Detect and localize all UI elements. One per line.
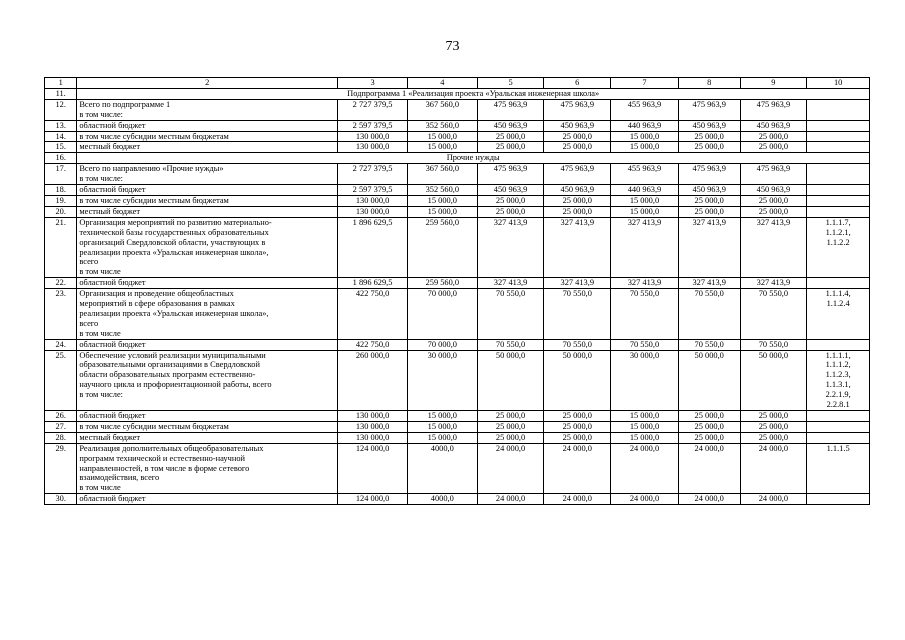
row-number: 15.	[45, 142, 77, 153]
amount-cell: 327 413,9	[477, 278, 544, 289]
amount-cell: 15 000,0	[407, 131, 477, 142]
amount-cell: 455 963,9	[611, 164, 679, 185]
row-description: Реализация дополнительных общеобразовательных программ технической и естественно-научной направленностей, в том числе в форме сетевого взаимодействия, всего в том числе	[77, 443, 338, 494]
amount-cell: 450 963,9	[544, 185, 611, 196]
row-number: 21.	[45, 217, 77, 277]
amount-cell: 2 727 379,5	[338, 164, 408, 185]
table-row	[45, 131, 870, 142]
row-description: областной бюджет	[77, 339, 338, 350]
table-row	[45, 195, 870, 206]
amount-cell: 260 000,0	[338, 350, 408, 410]
target-indicator-cell	[807, 142, 870, 153]
amount-cell: 70 550,0	[611, 339, 679, 350]
amount-cell: 70 550,0	[477, 339, 544, 350]
amount-cell: 25 000,0	[678, 195, 740, 206]
amount-cell: 1 896 629,5	[338, 217, 408, 277]
amount-cell: 70 550,0	[740, 339, 807, 350]
amount-cell: 25 000,0	[740, 142, 807, 153]
amount-cell: 327 413,9	[611, 217, 679, 277]
amount-cell: 70 550,0	[544, 339, 611, 350]
amount-cell: 25 000,0	[477, 195, 544, 206]
amount-cell: 327 413,9	[740, 217, 807, 277]
table-row	[45, 339, 870, 350]
row-description: областной бюджет	[77, 494, 338, 505]
table-row	[45, 278, 870, 289]
target-indicator-cell	[807, 206, 870, 217]
amount-cell: 475 963,9	[477, 99, 544, 120]
amount-cell: 15 000,0	[611, 195, 679, 206]
amount-cell: 130 000,0	[338, 195, 408, 206]
amount-cell: 25 000,0	[477, 432, 544, 443]
amount-cell: 70 000,0	[407, 289, 477, 340]
amount-cell: 25 000,0	[678, 131, 740, 142]
row-number: 28.	[45, 432, 77, 443]
amount-cell: 4000,0	[407, 443, 477, 494]
amount-cell: 15 000,0	[611, 432, 679, 443]
row-description: областной бюджет	[77, 411, 338, 422]
row-number: 13.	[45, 120, 77, 131]
amount-cell: 327 413,9	[477, 217, 544, 277]
amount-cell: 25 000,0	[740, 432, 807, 443]
amount-cell: 25 000,0	[740, 411, 807, 422]
amount-cell: 70 550,0	[477, 289, 544, 340]
amount-cell: 24 000,0	[678, 494, 740, 505]
table-row	[45, 443, 870, 494]
amount-cell: 25 000,0	[678, 432, 740, 443]
column-number: 6	[544, 78, 611, 89]
amount-cell: 15 000,0	[407, 206, 477, 217]
amount-cell: 25 000,0	[477, 206, 544, 217]
column-number: 1	[45, 78, 77, 89]
table-row	[45, 421, 870, 432]
amount-cell: 450 963,9	[477, 120, 544, 131]
amount-cell: 15 000,0	[407, 411, 477, 422]
target-indicator-cell	[807, 411, 870, 422]
table-row	[45, 142, 870, 153]
row-description: в том числе субсидии местным бюджетам	[77, 131, 338, 142]
target-indicator-cell	[807, 432, 870, 443]
target-indicator-cell	[807, 164, 870, 185]
amount-cell: 124 000,0	[338, 443, 408, 494]
amount-cell: 327 413,9	[678, 278, 740, 289]
amount-cell: 130 000,0	[338, 131, 408, 142]
amount-cell: 70 550,0	[544, 289, 611, 340]
section-row	[45, 153, 870, 164]
row-number: 20.	[45, 206, 77, 217]
column-number: 3	[338, 78, 408, 89]
amount-cell: 25 000,0	[544, 131, 611, 142]
amount-cell: 327 413,9	[611, 278, 679, 289]
amount-cell: 25 000,0	[544, 411, 611, 422]
table-row	[45, 411, 870, 422]
amount-cell: 15 000,0	[611, 142, 679, 153]
amount-cell: 25 000,0	[678, 421, 740, 432]
amount-cell: 24 000,0	[611, 494, 679, 505]
amount-cell: 24 000,0	[477, 494, 544, 505]
amount-cell: 70 550,0	[678, 339, 740, 350]
amount-cell: 15 000,0	[611, 411, 679, 422]
amount-cell: 70 550,0	[678, 289, 740, 340]
amount-cell: 450 963,9	[544, 120, 611, 131]
column-number: 4	[407, 78, 477, 89]
table-row	[45, 217, 870, 277]
amount-cell: 30 000,0	[407, 350, 477, 410]
target-indicator-cell	[807, 339, 870, 350]
amount-cell: 25 000,0	[477, 421, 544, 432]
table-row	[45, 432, 870, 443]
column-number-row	[45, 78, 870, 89]
amount-cell: 24 000,0	[678, 443, 740, 494]
target-indicator-cell	[807, 131, 870, 142]
amount-cell: 30 000,0	[611, 350, 679, 410]
target-indicator-cell: 1.1.1.4, 1.1.2.4	[807, 289, 870, 340]
amount-cell: 2 597 379,5	[338, 185, 408, 196]
amount-cell: 422 750,0	[338, 289, 408, 340]
amount-cell: 50 000,0	[740, 350, 807, 410]
table-row	[45, 289, 870, 340]
column-number: 8	[678, 78, 740, 89]
page-number: 73	[445, 39, 460, 54]
amount-cell: 327 413,9	[678, 217, 740, 277]
amount-cell: 25 000,0	[740, 421, 807, 432]
amount-cell: 327 413,9	[544, 217, 611, 277]
row-number: 30.	[45, 494, 77, 505]
table-row	[45, 185, 870, 196]
row-description: Организация и проведение общеобластных мероприятий в сфере образования в рамках реализации проекта «Уральская инженерная школа», всего в том числе	[77, 289, 338, 340]
amount-cell: 2 597 379,5	[338, 120, 408, 131]
amount-cell: 25 000,0	[477, 131, 544, 142]
table-row	[45, 99, 870, 120]
column-number: 5	[477, 78, 544, 89]
amount-cell: 25 000,0	[544, 195, 611, 206]
row-number: 18.	[45, 185, 77, 196]
table-row	[45, 350, 870, 410]
row-number: 26.	[45, 411, 77, 422]
column-number: 7	[611, 78, 679, 89]
amount-cell: 475 963,9	[740, 164, 807, 185]
target-indicator-cell	[807, 185, 870, 196]
amount-cell: 25 000,0	[678, 411, 740, 422]
row-description: Всего по направлению «Прочие нужды» в том числе:	[77, 164, 338, 185]
amount-cell: 327 413,9	[544, 278, 611, 289]
amount-cell: 70 000,0	[407, 339, 477, 350]
amount-cell: 15 000,0	[407, 195, 477, 206]
amount-cell: 25 000,0	[740, 131, 807, 142]
target-indicator-cell: 1.1.1.5	[807, 443, 870, 494]
amount-cell: 475 963,9	[544, 99, 611, 120]
row-number: 22.	[45, 278, 77, 289]
row-description: в том числе субсидии местным бюджетам	[77, 421, 338, 432]
row-description: Всего по подпрограмме 1 в том числе:	[77, 99, 338, 120]
target-indicator-cell	[807, 494, 870, 505]
target-indicator-cell	[807, 195, 870, 206]
amount-cell: 24 000,0	[740, 494, 807, 505]
amount-cell: 367 560,0	[407, 99, 477, 120]
column-number: 9	[740, 78, 807, 89]
table-row	[45, 494, 870, 505]
row-number: 11.	[45, 88, 77, 99]
amount-cell: 25 000,0	[544, 421, 611, 432]
amount-cell: 70 550,0	[740, 289, 807, 340]
target-indicator-cell: 1.1.1.1, 1.1.1.2, 1.1.2.3, 1.1.3.1, 2.2.1.9, 2.2.8.1	[807, 350, 870, 410]
amount-cell: 422 750,0	[338, 339, 408, 350]
amount-cell: 259 560,0	[407, 217, 477, 277]
row-description: местный бюджет	[77, 142, 338, 153]
amount-cell: 367 560,0	[407, 164, 477, 185]
amount-cell: 25 000,0	[740, 206, 807, 217]
row-description: областной бюджет	[77, 120, 338, 131]
target-indicator-cell: 1.1.1.7, 1.1.2.1, 1.1.2.2	[807, 217, 870, 277]
table-row	[45, 164, 870, 185]
amount-cell: 455 963,9	[611, 99, 679, 120]
amount-cell: 25 000,0	[477, 411, 544, 422]
section-title: Прочие нужды	[77, 153, 870, 164]
row-number: 25.	[45, 350, 77, 410]
amount-cell: 50 000,0	[477, 350, 544, 410]
row-number: 19.	[45, 195, 77, 206]
target-indicator-cell	[807, 99, 870, 120]
row-description: местный бюджет	[77, 432, 338, 443]
row-number: 12.	[45, 99, 77, 120]
row-number: 16.	[45, 153, 77, 164]
amount-cell: 475 963,9	[477, 164, 544, 185]
amount-cell: 25 000,0	[544, 432, 611, 443]
amount-cell: 15 000,0	[407, 432, 477, 443]
row-description: в том числе субсидии местным бюджетам	[77, 195, 338, 206]
target-indicator-cell	[807, 278, 870, 289]
row-number: 23.	[45, 289, 77, 340]
amount-cell: 259 560,0	[407, 278, 477, 289]
amount-cell: 450 963,9	[740, 120, 807, 131]
row-description: местный бюджет	[77, 206, 338, 217]
row-description: областной бюджет	[77, 185, 338, 196]
amount-cell: 2 727 379,5	[338, 99, 408, 120]
amount-cell: 24 000,0	[740, 443, 807, 494]
amount-cell: 50 000,0	[678, 350, 740, 410]
amount-cell: 124 000,0	[338, 494, 408, 505]
row-description: областной бюджет	[77, 278, 338, 289]
amount-cell: 450 963,9	[740, 185, 807, 196]
row-number: 24.	[45, 339, 77, 350]
amount-cell: 15 000,0	[611, 131, 679, 142]
amount-cell: 130 000,0	[338, 421, 408, 432]
amount-cell: 450 963,9	[477, 185, 544, 196]
section-row	[45, 88, 870, 99]
row-number: 29.	[45, 443, 77, 494]
amount-cell: 15 000,0	[611, 421, 679, 432]
amount-cell: 50 000,0	[544, 350, 611, 410]
amount-cell: 25 000,0	[544, 206, 611, 217]
amount-cell: 25 000,0	[477, 142, 544, 153]
amount-cell: 24 000,0	[544, 494, 611, 505]
amount-cell: 327 413,9	[740, 278, 807, 289]
amount-cell: 450 963,9	[678, 120, 740, 131]
amount-cell: 25 000,0	[740, 195, 807, 206]
row-number: 27.	[45, 421, 77, 432]
amount-cell: 475 963,9	[678, 164, 740, 185]
column-number: 10	[807, 78, 870, 89]
amount-cell: 130 000,0	[338, 142, 408, 153]
amount-cell: 440 963,9	[611, 120, 679, 131]
budget-table	[44, 77, 870, 505]
amount-cell: 352 560,0	[407, 120, 477, 131]
amount-cell: 1 896 629,5	[338, 278, 408, 289]
target-indicator-cell	[807, 120, 870, 131]
row-description: Организация мероприятий по развитию материально- технической базы государственных образовательных организаций Свердловской области, участвующих в реализации проекта «Уральская инженерная школа», всего в том числе	[77, 217, 338, 277]
amount-cell: 475 963,9	[740, 99, 807, 120]
amount-cell: 130 000,0	[338, 411, 408, 422]
amount-cell: 4000,0	[407, 494, 477, 505]
table-row	[45, 206, 870, 217]
column-number: 2	[77, 78, 338, 89]
amount-cell: 440 963,9	[611, 185, 679, 196]
amount-cell: 70 550,0	[611, 289, 679, 340]
row-number: 14.	[45, 131, 77, 142]
amount-cell: 130 000,0	[338, 206, 408, 217]
amount-cell: 24 000,0	[477, 443, 544, 494]
amount-cell: 475 963,9	[544, 164, 611, 185]
amount-cell: 15 000,0	[611, 206, 679, 217]
amount-cell: 25 000,0	[678, 206, 740, 217]
amount-cell: 475 963,9	[678, 99, 740, 120]
amount-cell: 25 000,0	[678, 142, 740, 153]
amount-cell: 352 560,0	[407, 185, 477, 196]
target-indicator-cell	[807, 421, 870, 432]
row-description: Обеспечение условий реализации муниципальными образовательными организациями в Свердловской области образовательных программ естественно- научного цикла и профориентационной работы, всего в том числе:	[77, 350, 338, 410]
table-row	[45, 120, 870, 131]
section-title: Подпрограмма 1 «Реализация проекта «Уральская инженерная школа»	[77, 88, 870, 99]
amount-cell: 24 000,0	[611, 443, 679, 494]
amount-cell: 24 000,0	[544, 443, 611, 494]
amount-cell: 130 000,0	[338, 432, 408, 443]
amount-cell: 25 000,0	[544, 142, 611, 153]
amount-cell: 450 963,9	[678, 185, 740, 196]
amount-cell: 15 000,0	[407, 421, 477, 432]
row-number: 17.	[45, 164, 77, 185]
amount-cell: 15 000,0	[407, 142, 477, 153]
